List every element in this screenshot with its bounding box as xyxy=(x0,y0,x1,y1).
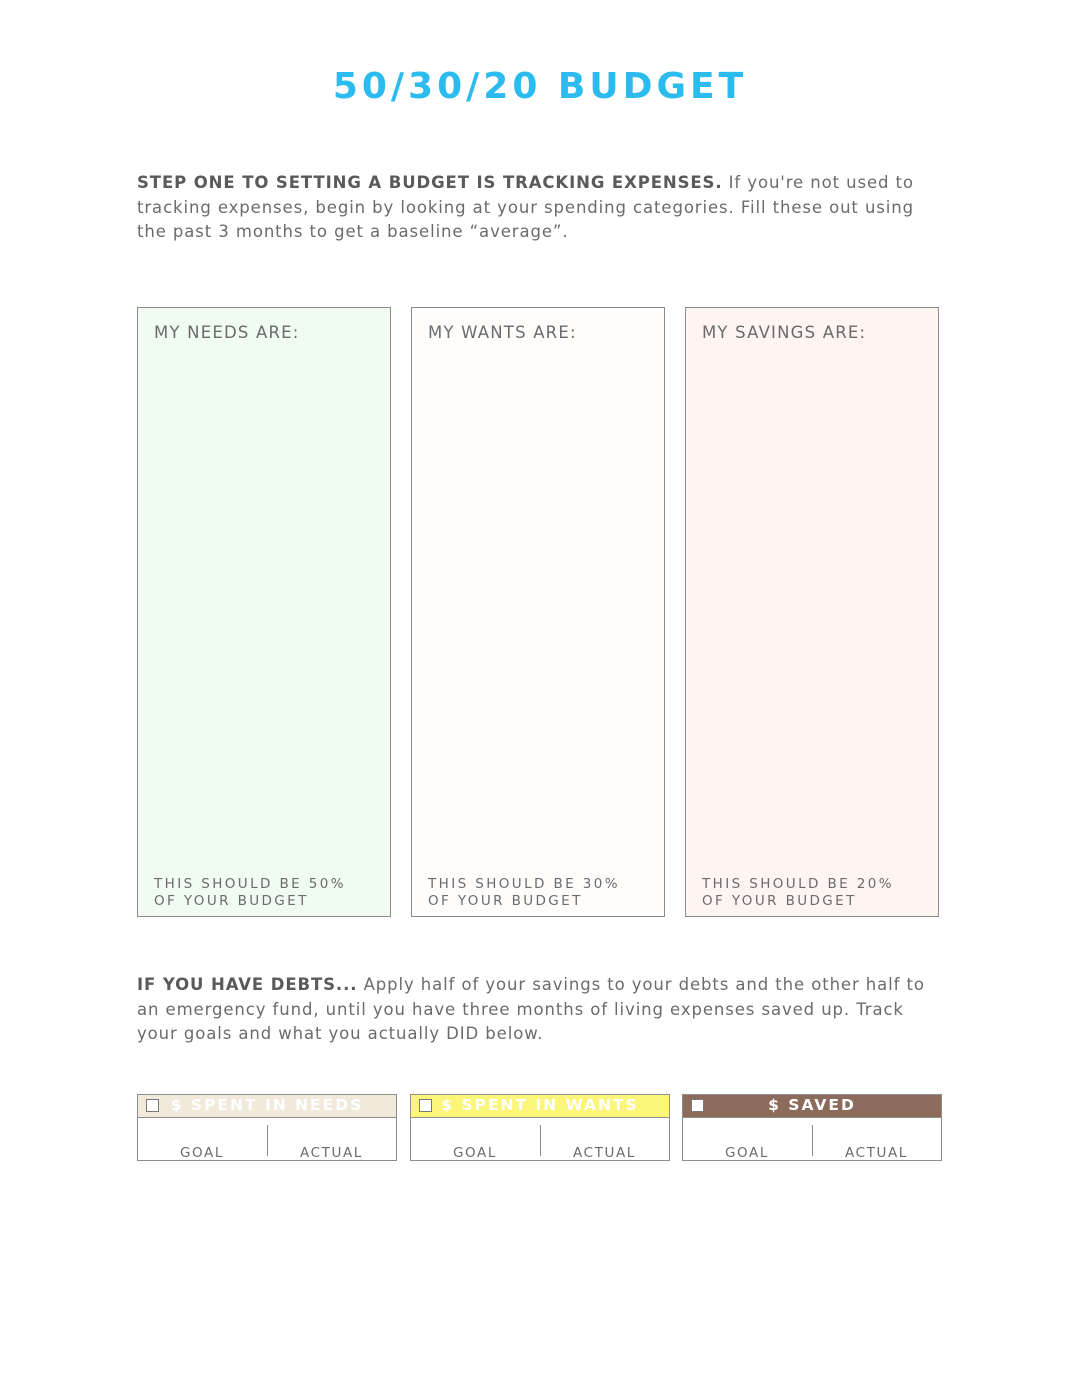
intro-paragraph xyxy=(137,171,943,245)
wants-tracker-label: $ SPENT IN WANTS xyxy=(441,1096,639,1114)
needs-footer-line1: THIS SHOULD BE 50% xyxy=(154,876,346,892)
needs-column[interactable] xyxy=(137,307,391,917)
saved-tracker-divider xyxy=(812,1125,813,1156)
wants-tracker-divider xyxy=(540,1125,541,1156)
debts-bold-lead: IF YOU HAVE DEBTS... xyxy=(137,975,358,994)
debts-paragraph xyxy=(137,973,943,1047)
needs-tracker xyxy=(137,1094,397,1161)
saved-goal-label: GOAL xyxy=(725,1145,770,1161)
wants-footer-line1: THIS SHOULD BE 30% xyxy=(428,876,620,892)
wants-footer xyxy=(428,876,620,910)
wants-goal-label: GOAL xyxy=(453,1145,498,1161)
saved-tracker xyxy=(682,1094,942,1161)
saved-tracker-label: $ SAVED xyxy=(768,1096,856,1114)
intro-text: If you're not used to tracking expenses, begin by looking at your spending categories. Fill these out using the past 3 months to get a baseline “average”. xyxy=(137,173,915,241)
wants-heading: MY WANTS ARE: xyxy=(428,323,577,342)
wants-actual-label: ACTUAL xyxy=(573,1145,636,1161)
wants-column[interactable] xyxy=(411,307,665,917)
wants-footer-line2: OF YOUR BUDGET xyxy=(428,893,583,909)
needs-actual-label: ACTUAL xyxy=(300,1145,363,1161)
intro-bold-lead: STEP ONE TO SETTING A BUDGET IS TRACKING EXPENSES. xyxy=(137,173,723,192)
savings-column[interactable] xyxy=(685,307,939,917)
needs-tracker-header xyxy=(138,1095,396,1118)
savings-footer-line2: OF YOUR BUDGET xyxy=(702,893,857,909)
needs-footer xyxy=(154,876,346,910)
needs-goal-label: GOAL xyxy=(180,1145,225,1161)
wants-tracker-body xyxy=(411,1118,669,1160)
saved-actual-label: ACTUAL xyxy=(845,1145,908,1161)
savings-footer xyxy=(702,876,894,910)
page-title: 50/30/20 BUDGET xyxy=(332,66,748,107)
savings-heading: MY SAVINGS ARE: xyxy=(702,323,867,342)
debts-text: Apply half of your savings to your debts and the other half to an emergency fund, until you have three months of living expenses saved up. Track your goals and what you actually DID below. xyxy=(137,975,925,1043)
wants-tracker xyxy=(410,1094,670,1161)
needs-heading: MY NEEDS ARE: xyxy=(154,323,300,342)
wants-tracker-header xyxy=(411,1095,669,1118)
needs-tracker-body xyxy=(138,1118,396,1160)
savings-footer-line1: THIS SHOULD BE 20% xyxy=(702,876,894,892)
saved-tracker-header xyxy=(683,1095,941,1118)
saved-tracker-body xyxy=(683,1118,941,1160)
needs-tracker-divider xyxy=(267,1125,268,1156)
needs-tracker-label: $ SPENT IN NEEDS xyxy=(170,1096,364,1114)
needs-footer-line2: OF YOUR BUDGET xyxy=(154,893,309,909)
